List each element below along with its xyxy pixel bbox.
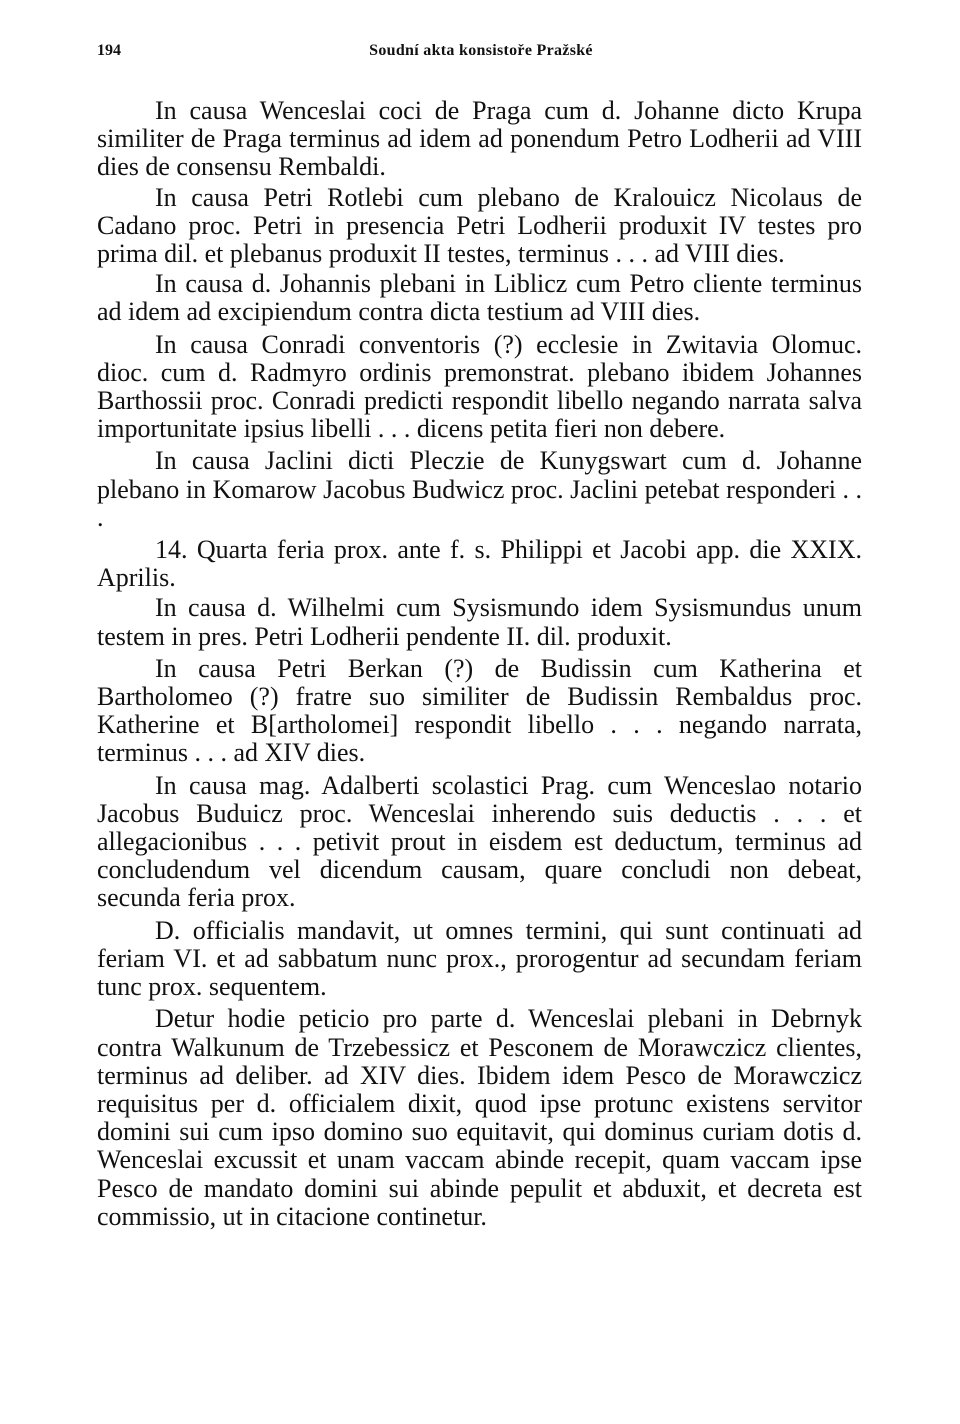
paragraph-conradi-conventoris: In causa Conradi conventoris (?) ecclesie in Zwitavia Olomuc. dioc. cum d. Radmyro ordinis premonstrat. plebano ibidem Johannes Barthossii proc. Conradi predicti respondit libello negando narrata salva importunitate ipsius libelli . . . dicens petita fieri non debere. (97, 329, 862, 444)
paragraph-petri-rotlebi: In causa Petri Rotlebi cum plebano de Kralouicz Nicolaus de Cadano proc. Petri in presencia Petri Lodherii produxit IV testes pro prima dil. et plebanus produxit II testes, terminus . . . ad VIII dies. (97, 182, 862, 269)
page-number: 194 (97, 42, 121, 59)
paragraph-adalberti: In causa mag. Adalberti scolastici Prag. cum Wenceslao notario Jacobus Buduicz proc. Wenceslai inherendo suis deductis . . . et allegacionibus . . . petivit prout in eisdem est deductum, terminus ad concludendum vel dicendum causam, quare concludi non debeat, secunda feria prox. (97, 770, 862, 913)
paragraph-johannis-plebani: In causa d. Johannis plebani in Liblicz cum Petro cliente terminus ad idem ad excipiendum contra dicta testium ad VIII dies. (97, 269, 862, 327)
paragraph-officialis-mandavit: D. officialis mandavit, ut omnes termini, qui sunt continuati ad feriam VI. et ad sabbatum nunc prox., prorogentur ad secundam feriam tunc prox. sequentem. (97, 915, 862, 1002)
running-head (97, 42, 865, 66)
paragraph-detur-peticio: Detur hodie peticio pro parte d. Wenceslai plebani in Debrnyk contra Walkunum de Trzebessicz et Pesconem de Morawczicz clientes, terminus ad deliber. ad XIV dies. Ibidem idem Pesco de Morawczicz requisitus per d. officialem dixit, quod ipse protunc existens servitor domini sui cum ipso domino suo equitavit, qui dominus curiam dotis d. Wenceslai excussit et unam vaccam abinde recepit, quam vaccam ipse Pesco de mandato domini sui abinde pepulit et abduxit, et decreta est commissio, ut in citacione continetur. (97, 1004, 862, 1231)
paragraph-petri-berkan: In causa Petri Berkan (?) de Budissin cum Katherina et Bartholomeo (?) fratre suo similiter de Budissin Rembaldus proc. Katherine et B[artholomei] respondit libello . . . negando narrata, terminus . . . ad XIV dies. (97, 653, 862, 768)
body-text (97, 97, 862, 1233)
running-title: Soudní akta konsistoře Pražské (369, 42, 593, 59)
section-heading-14: 14. Quarta feria prox. ante f. s. Philippi et Jacobi app. die XXIX. Aprilis. (97, 535, 862, 593)
paragraph-wilhelmi: In causa d. Wilhelmi cum Sysismundo idem Sysismundus unum testem in pres. Petri Lodherii pendente II. dil. produxit. (97, 593, 862, 651)
paragraph-jaclini: In causa Jaclini dicti Pleczie de Kunygswart cum d. Johanne plebano in Komarow Jacobus Budwicz proc. Jaclini petebat responderi . . . (97, 446, 862, 532)
paragraph-wenceslai-coci: In causa Wenceslai coci de Praga cum d. Johanne dicto Krupa similiter de Praga terminus ad idem ad ponendum Petro Lodherii ad VIII dies de consensu Rembaldi. (97, 96, 862, 182)
